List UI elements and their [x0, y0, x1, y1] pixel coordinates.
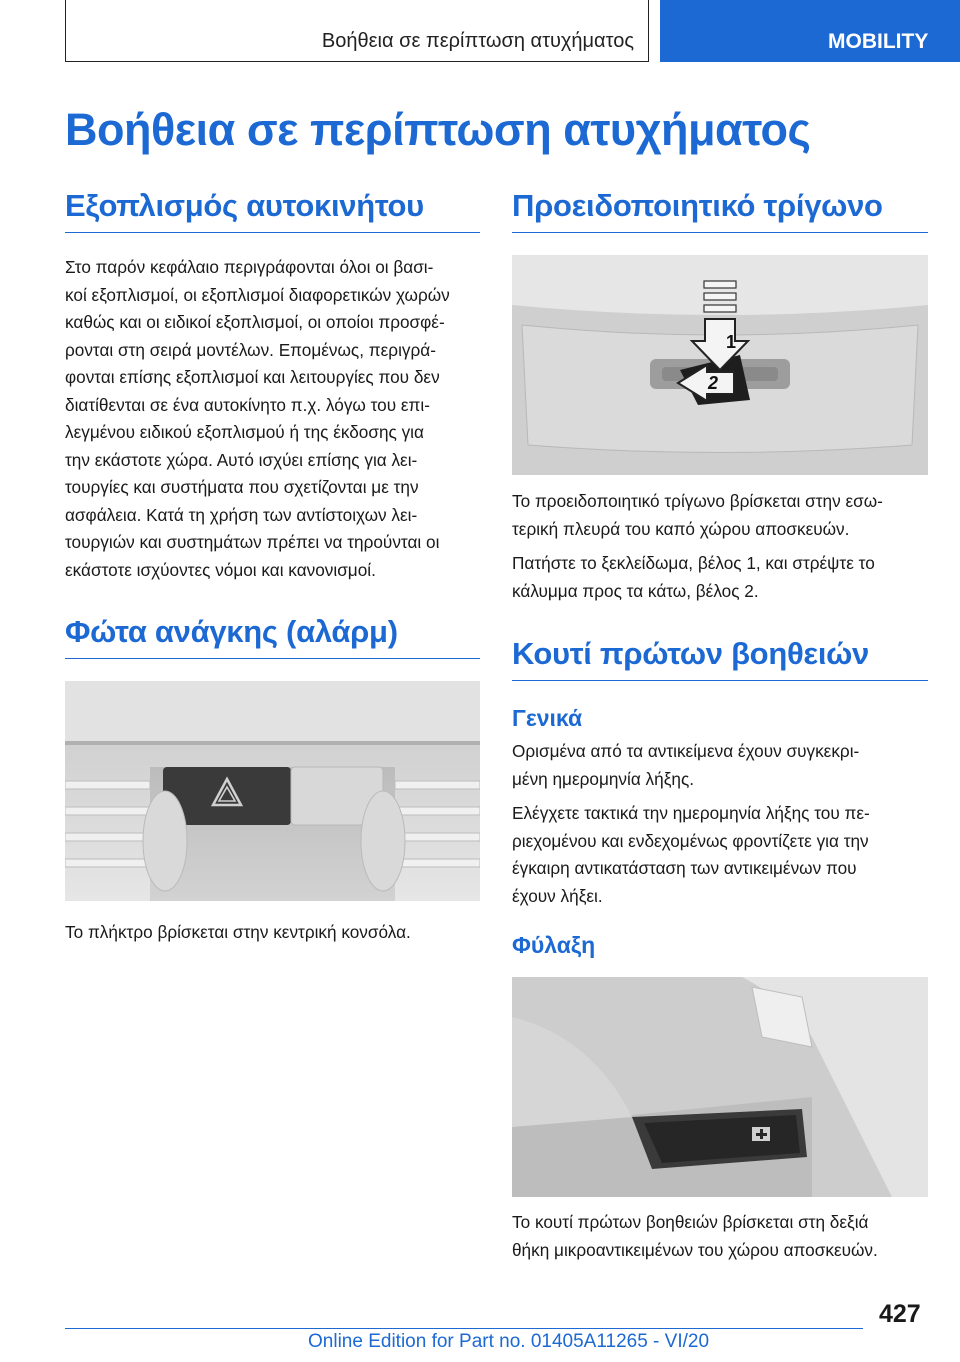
triangle-paragraph-1 — [512, 488, 928, 543]
general-paragraph-2 — [512, 800, 928, 910]
general-heading: Γενικά — [512, 705, 583, 731]
text-line: Το κουτί πρώτων βοηθειών βρίσκεται στη δεξιά — [512, 1212, 869, 1232]
text-line: τερική πλευρά του καπό χώρου αποσκευών. — [512, 518, 850, 539]
arrow-1-label: 1 — [726, 332, 737, 352]
trunk-lid-illustration — [512, 255, 928, 475]
text-line: μένη ημερομηνία λήξης. — [512, 768, 695, 789]
general-paragraph-1 — [512, 738, 928, 793]
triangle-heading: Προειδοποιητικό τρίγωνο — [512, 188, 928, 233]
text-line: Πατήστε το ξεκλείδωμα, βέλος 1, και στρέψτε το — [512, 553, 875, 573]
text-line: έχουν λήξει. — [512, 885, 603, 906]
text-line: Στο παρόν κεφάλαιο περιγράφονται όλοι οι βασι- — [65, 257, 434, 277]
header-section-box — [65, 0, 649, 62]
text-line: ριεχομένου και ενδεχομένως φροντίζετε για την — [512, 830, 869, 851]
arrow-2-label: 2 — [708, 373, 719, 393]
mobility-tab[interactable]: MOBILITY — [660, 0, 960, 62]
storage-caption — [512, 1209, 928, 1264]
equipment-heading: Εξοπλισμός αυτοκινήτου — [65, 188, 480, 233]
hazard-button-photo — [65, 681, 480, 901]
left-column — [65, 188, 480, 947]
triangle-photo — [512, 255, 928, 475]
text-line: φονται επίσης εξοπλισμοί και λειτουργίες που δεν — [65, 367, 440, 387]
text-line: τουργίες και συστήματα που σχετίζονται με την — [65, 477, 419, 497]
firstaid-storage-photo — [512, 977, 928, 1197]
storage-heading: Φύλαξη — [512, 932, 596, 958]
page-title: Βοήθεια σε περίπτωση ατυχήματος — [65, 104, 811, 155]
console-illustration — [65, 681, 480, 901]
firstaid-heading: Κουτί πρώτων βοηθειών — [512, 636, 928, 681]
text-line: Ελέγχετε τακτικά την ημερομηνία λήξης του πε- — [512, 803, 870, 823]
text-line: εκάστοτε ισχύοντες νόμοι και κανονισμοί. — [65, 559, 376, 580]
text-line: την εκάστοτε χώρα. Αυτό ισχύει επίσης για λει- — [65, 449, 418, 470]
page-number: 427 — [879, 1300, 921, 1328]
trunk-compartment-illustration — [512, 977, 928, 1197]
text-line: τουργιών και συστημάτων πρέπει να τηρούνται οι — [65, 532, 440, 552]
text-line: Ορισμένα από τα αντικείμενα έχουν συγκεκρι- — [512, 741, 860, 761]
text-line: καθώς και οι ειδικοί εξοπλισμοί, οι οποίοι προσφέ- — [65, 312, 445, 332]
footer-edition-text: Online Edition for Part no. 01405A11265 - VI/20 — [308, 1331, 710, 1352]
text-line: έγκαιρη αντικατάσταση των αντικειμένων που — [512, 858, 857, 878]
hazard-heading: Φώτα ανάγκης (αλάρμ) — [65, 614, 480, 659]
header-section-title: Βοήθεια σε περίπτωση ατυχήματος — [321, 30, 634, 52]
text-line: κάλυμμα προς τα κάτω, βέλος 2. — [512, 580, 759, 601]
text-line: ασφάλεια. Κατά τη χρήση των αντίστοιχων λει- — [65, 504, 418, 525]
text-line: κοί εξοπλισμοί, οι εξοπλισμοί διαφορετικών χωρών — [65, 284, 450, 305]
equipment-paragraph — [65, 254, 480, 584]
text-line: Το προειδοποιητικό τρίγωνο βρίσκεται στην εσω- — [512, 491, 883, 511]
text-line: διατίθενται σε ένα αυτοκίνητο π.χ. λόγω του επι- — [65, 394, 430, 415]
triangle-paragraph-2 — [512, 550, 928, 605]
right-column — [512, 188, 928, 1264]
text-line: ρονται στη σειρά μοντέλων. Επομένως, περιγρά- — [65, 339, 436, 360]
footer-divider — [65, 1328, 863, 1329]
hazard-caption: Το πλήκτρο βρίσκεται στην κεντρική κονσόλα. — [65, 922, 411, 942]
text-line: θήκη μικροαντικειμένων του χώρου αποσκευών. — [512, 1239, 878, 1260]
text-line: λεγμένου ειδικού εξοπλισμού ή της έκδοσης για — [65, 422, 424, 442]
